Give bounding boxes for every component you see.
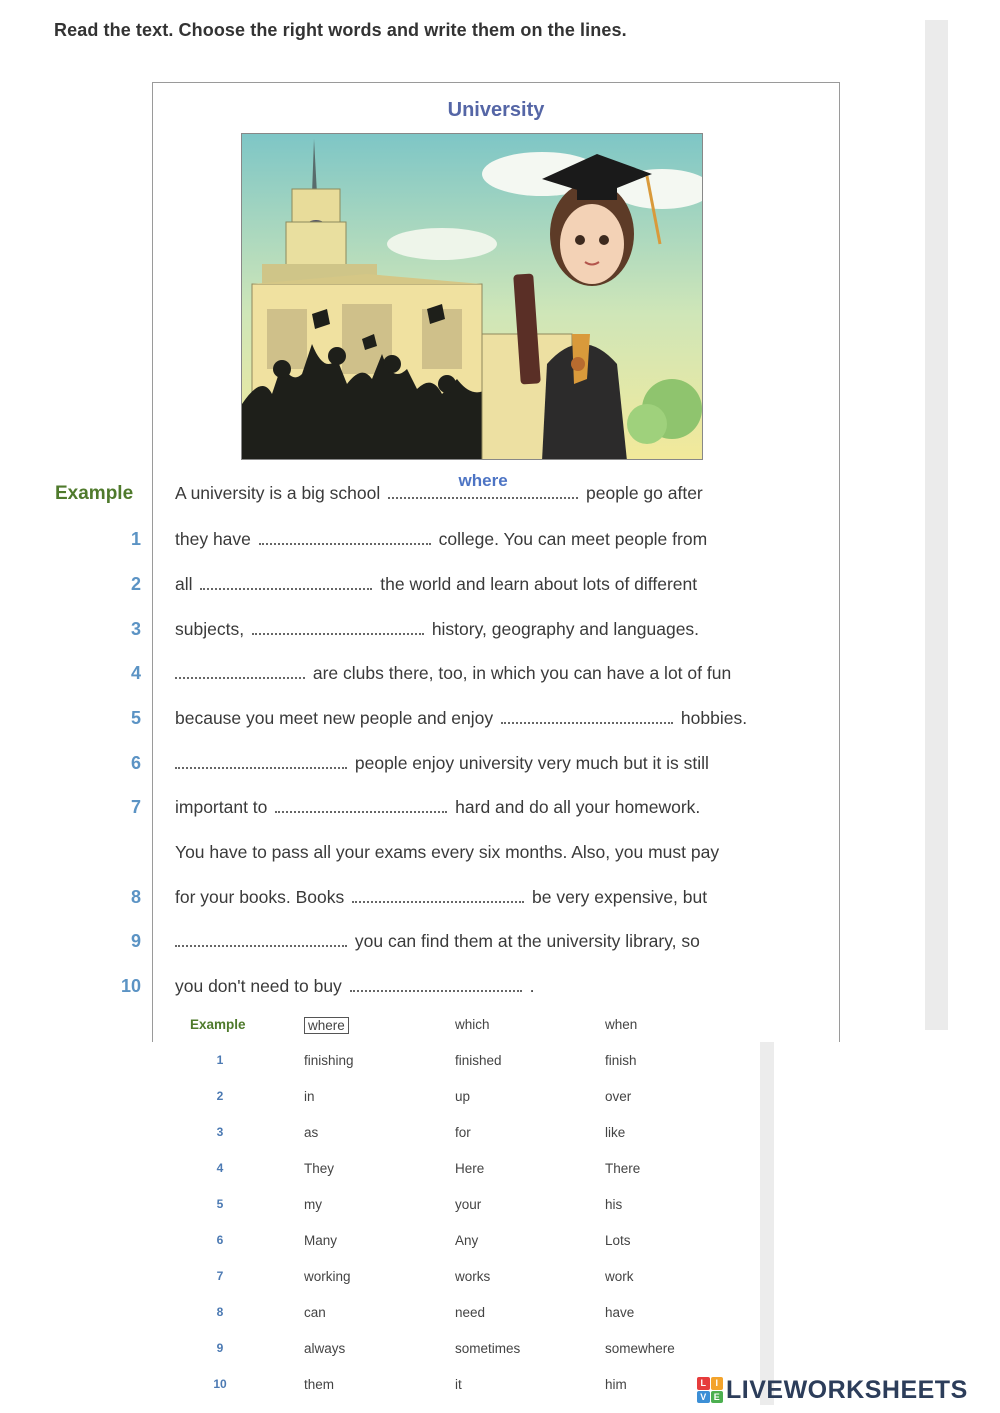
option-c[interactable]: like [605,1125,626,1140]
option-row [170,1161,760,1181]
answer-blank[interactable] [352,889,524,903]
option-c[interactable]: work [605,1269,634,1284]
logo-badge-icon: L I V E [697,1377,723,1403]
option-b[interactable]: which [455,1017,490,1032]
answer-blank[interactable] [275,799,447,813]
passage-text: you can find them at the university library, so [175,931,700,952]
item-number: 10 [120,976,141,996]
answer-blank[interactable] [252,621,424,635]
passage-text: they have college. You can meet people from [175,529,708,549]
option-c[interactable]: him [605,1377,627,1392]
option-row [170,1377,760,1397]
answer-blank[interactable] [501,710,673,724]
option-row [170,1341,760,1361]
option-row [170,1233,760,1253]
option-row-label: 10 [213,1377,227,1391]
answer-blank[interactable] [259,531,431,545]
passage-text: A university is a big school where people go after [175,471,703,503]
graduation-scene-image [242,134,703,460]
option-b[interactable]: your [455,1197,482,1212]
answer-blank[interactable] [388,471,578,499]
option-b[interactable]: need [455,1305,486,1320]
option-c[interactable]: have [605,1305,635,1320]
option-row [170,1197,760,1217]
option-a[interactable]: as [304,1125,319,1140]
passage-text: because you meet new people and enjoy hobbies. [175,708,748,728]
option-row [170,1269,760,1289]
item-number: 4 [130,663,141,683]
answer-blank[interactable] [350,978,522,992]
answer-blank[interactable] [175,665,305,679]
example-label: Example [55,483,134,504]
options-table [170,1005,760,1405]
option-a[interactable]: working [304,1269,351,1284]
passage-text: are clubs there, too, in which you can have a lot of fun [175,663,731,684]
option-row [170,1125,760,1145]
option-row-label: 7 [216,1269,224,1283]
option-a[interactable]: finishing [304,1053,354,1068]
option-row-label: 4 [216,1161,224,1175]
option-b[interactable]: it [455,1377,462,1392]
option-row-label: 3 [216,1125,224,1139]
option-b[interactable]: Any [455,1233,479,1248]
option-c[interactable]: over [605,1089,632,1104]
passage-text: important to hard and do all your homework. [175,797,701,817]
option-b[interactable]: finished [455,1053,502,1068]
passage-text: subjects, history, geography and languages. [175,619,700,639]
logo-text: LIVEWORKSHEETS [726,1375,968,1404]
option-c[interactable]: when [605,1017,638,1032]
option-row-label: 9 [216,1341,224,1355]
option-a[interactable]: They [304,1161,335,1176]
page-edge-strip [925,20,948,1030]
instruction-text: Read the text. Choose the right words and write them on the lines. [54,20,627,40]
answer-blank[interactable] [175,933,347,947]
passage-text: people enjoy university very much but it is still [175,753,709,774]
option-b[interactable]: works [455,1269,491,1284]
passage-text: You have to pass all your exams every six months. Also, you must pay [175,842,720,862]
option-c[interactable]: finish [605,1053,637,1068]
passage-text: all the world and learn about lots of different [175,574,698,594]
option-a[interactable]: can [304,1305,326,1320]
option-a[interactable]: my [304,1197,322,1212]
item-number: 5 [130,708,141,728]
item-number: 9 [130,931,141,951]
option-row [170,1305,760,1325]
option-row-label: 2 [216,1089,224,1103]
item-number: 8 [130,887,141,907]
option-a[interactable]: always [304,1341,346,1356]
passage-text: for your books. Books be very expensive, but [175,887,708,907]
answer-blank[interactable] [175,755,347,769]
example-answer: where [458,471,508,490]
item-number: 2 [130,574,141,594]
page-edge-strip-lower [758,1005,774,1405]
reading-card [55,82,840,1042]
item-number: 3 [130,619,141,639]
option-a[interactable]: them [304,1377,335,1392]
option-row-label: 8 [216,1305,224,1319]
passage-text: you don't need to buy . [175,976,535,996]
option-b[interactable]: for [455,1125,471,1140]
option-c[interactable]: Lots [605,1233,631,1248]
option-a[interactable]: in [304,1089,315,1104]
option-a[interactable]: where [304,1017,349,1034]
option-row-label: 1 [216,1053,224,1067]
option-row [170,1017,760,1037]
option-b[interactable]: Here [455,1161,485,1176]
option-row-label: Example [190,1017,246,1032]
item-number: 6 [130,753,141,773]
option-row [170,1053,760,1073]
option-b[interactable]: up [455,1089,471,1104]
answer-blank[interactable] [200,576,372,590]
option-c[interactable]: somewhere [605,1341,675,1356]
option-row [170,1089,760,1109]
option-row-label: 6 [216,1233,224,1247]
option-row-label: 5 [216,1197,224,1211]
option-b[interactable]: sometimes [455,1341,521,1356]
option-c[interactable]: his [605,1197,623,1212]
liveworksheets-logo [697,1375,968,1405]
university-illustration [241,133,703,460]
card-title: University [447,99,545,121]
option-c[interactable]: There [605,1161,641,1176]
item-number: 7 [130,797,141,817]
item-number: 1 [130,529,141,549]
option-a[interactable]: Many [304,1233,338,1248]
